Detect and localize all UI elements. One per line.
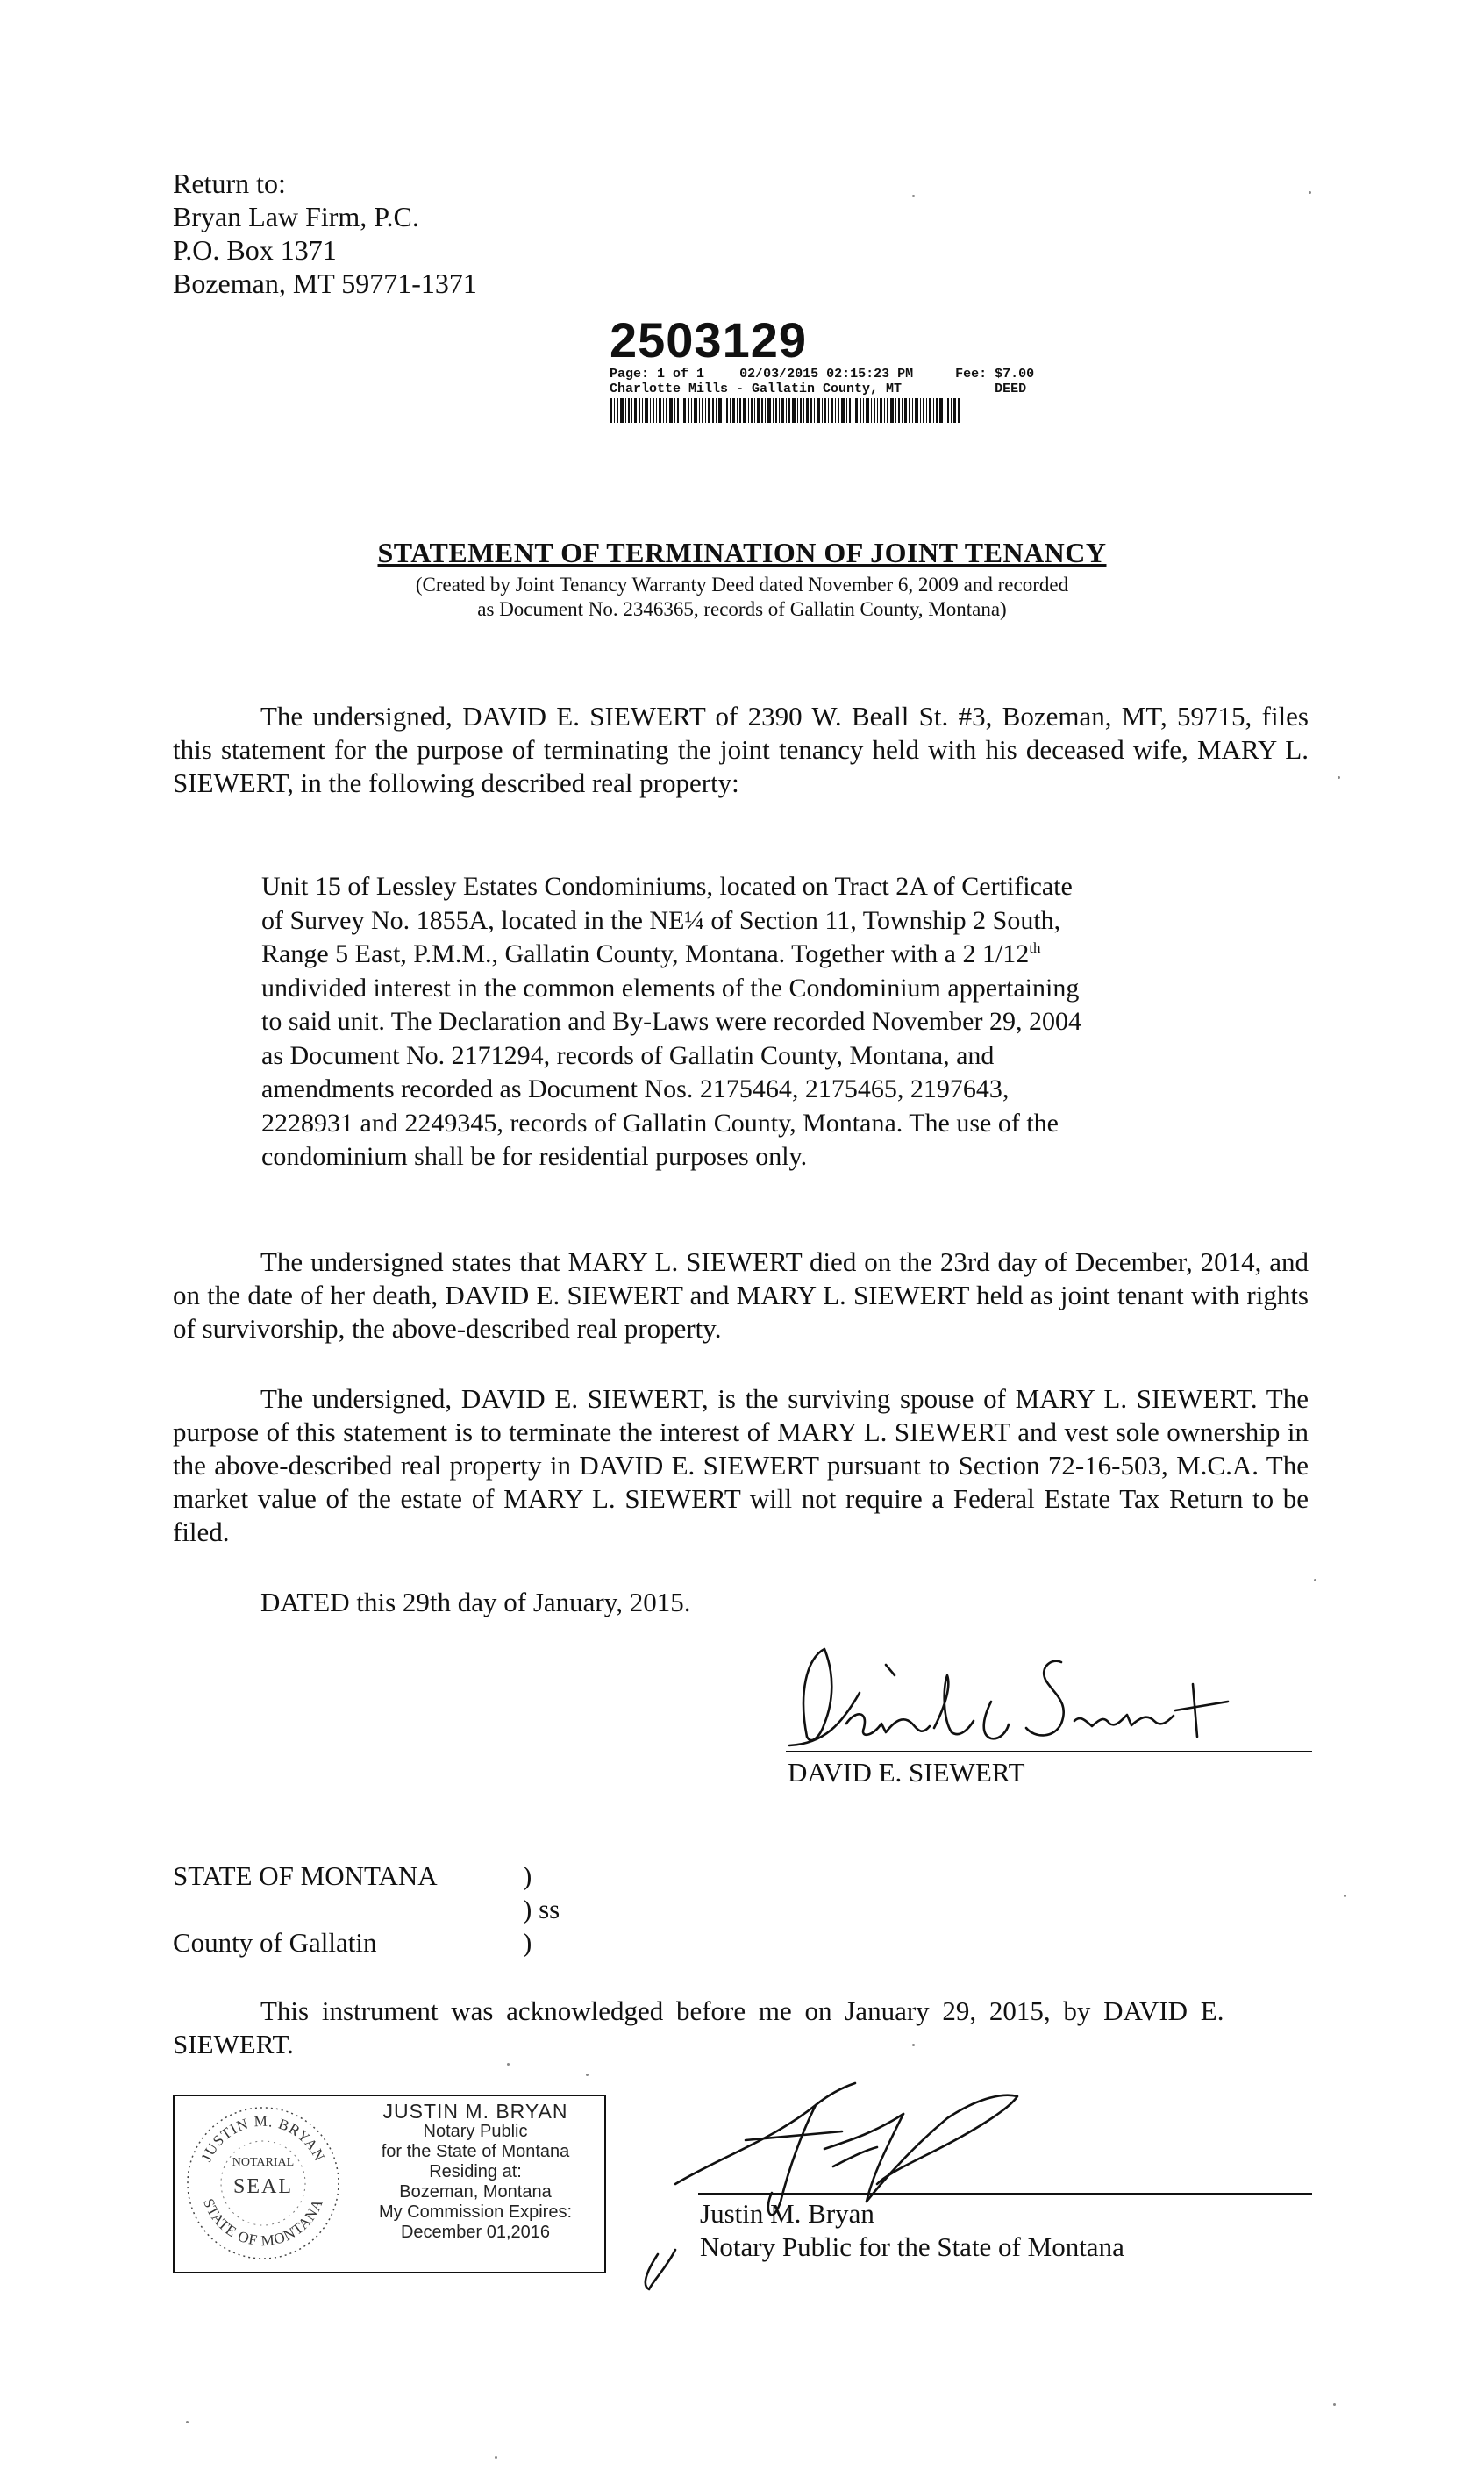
purpose-statement-text: The undersigned, DAVID E. SIEWERT, is the surviving spouse of MARY L. SIEWERT. The purpose of this statement is to terminate the interest of MARY L. SIEWERT and vest sole ownership in the above-described real property in DAVID E. SIEWERT pursuant to Section 72-16-503, M.C.A. The market value of the estate of MARY L. SIEWERT will not require a Federal Estate Tax Return to be filed.	[173, 1383, 1309, 1547]
notary-stamp-commission-label: My Commission Expires:	[378, 2202, 573, 2222]
intro-paragraph	[173, 700, 1309, 800]
death-statement-text: The undersigned states that MARY L. SIEWERT died on the 23rd day of December, 2014, and on the date of her death, DAVID E. SIEWERT and MARY L. SIEWERT held as joint tenant with rights of survivorship, the above-described real property.	[173, 1246, 1309, 1344]
return-to-po-box: P.O. Box 1371	[173, 234, 337, 266]
return-to-city: Bozeman, MT 59771-1371	[173, 268, 477, 299]
notary-signer-name: Justin M. Bryan	[700, 2198, 874, 2229]
venue-paren-open: )	[523, 1860, 532, 1891]
notary-stamp-commission-date: December 01,2016	[400, 2223, 551, 2242]
notary-stamp-state: for the State of Montana	[381, 2142, 570, 2161]
scan-speck	[186, 2421, 189, 2423]
recording-meta-line2	[610, 382, 1171, 396]
notary-stamp-name: JUSTIN M. BRYAN	[382, 2100, 568, 2123]
scan-speck	[912, 2044, 915, 2046]
notary-signer-title: Notary Public for the State of Montana	[700, 2231, 1124, 2262]
recording-barcode	[610, 398, 1079, 423]
return-to-block	[173, 167, 477, 300]
notarial-seal	[180, 2100, 346, 2266]
legal-line	[261, 938, 1226, 972]
seal-bottom-text: STATE OF MONTANA	[200, 2195, 327, 2250]
recording-document-number: 2503129	[610, 312, 808, 368]
document-title: STATEMENT OF TERMINATION OF JOINT TENANCY	[377, 537, 1107, 568]
notary-stamp-residing-label: Residing at:	[429, 2162, 522, 2181]
seal-center-text: SEAL	[233, 2175, 293, 2198]
recording-meta-line1	[610, 367, 1171, 382]
notary-stamp	[173, 2095, 606, 2273]
legal-line: Unit 15 of Lessley Estates Condominiums, located on Tract 2A of Certificate	[261, 872, 1073, 901]
notary-stamp-text	[350, 2102, 601, 2243]
legal-line: condominium shall be for residential purposes only.	[261, 1142, 808, 1171]
return-to-heading: Return to:	[173, 168, 286, 199]
scan-speck	[1338, 776, 1340, 779]
acknowledgment-line2: SIEWERT.	[173, 2029, 294, 2059]
scan-speck	[912, 195, 915, 197]
seal-middle-text: NOTARIAL	[232, 2156, 295, 2169]
recording-doc-type: DEED	[995, 382, 1027, 396]
scan-speck	[507, 2063, 510, 2066]
notary-stamp-residence: Bozeman, Montana	[399, 2182, 552, 2202]
scan-speck	[1333, 2403, 1336, 2406]
scan-speck	[1309, 191, 1311, 194]
owner-signature	[772, 1640, 1263, 1763]
owner-signature-line	[786, 1751, 1312, 1752]
notary-stamp-title: Notary Public	[423, 2122, 528, 2141]
legal-description	[261, 870, 1226, 1174]
notary-signature-line	[698, 2193, 1312, 2195]
venue-county: County of Gallatin	[173, 1927, 377, 1958]
death-statement-paragraph	[173, 1246, 1309, 1346]
recording-recorder: Charlotte Mills - Gallatin County, MT	[610, 382, 903, 396]
legal-line: to said unit. The Declaration and By-Laws were recorded November 29, 2004	[261, 1007, 1081, 1036]
venue-paren-close: )	[523, 1927, 532, 1958]
document-heading	[260, 537, 1224, 622]
recording-page-info: Page: 1 of 1	[610, 367, 705, 382]
intro-text: The undersigned, DAVID E. SIEWERT of 2390 W. Beall St. #3, Bozeman, MT, 59715, files this statement for the purpose of terminating the joint tenancy held with his deceased wife, MARY L. SIEWERT, in the following described real property:	[173, 701, 1309, 798]
return-to-firm: Bryan Law Firm, P.C.	[173, 201, 419, 232]
svg-text:STATE OF MONTANA	[200, 2196, 326, 2250]
owner-name: DAVID E. SIEWERT	[788, 1757, 1025, 1788]
legal-line: amendments recorded as Document Nos. 2175464, 2175465, 2197643,	[261, 1074, 1010, 1103]
legal-line-text: Range 5 East, P.M.M., Gallatin County, Montana. Together with a 2 1/12	[261, 939, 1030, 968]
scan-speck	[1314, 1579, 1316, 1581]
purpose-statement-paragraph	[173, 1382, 1309, 1549]
legal-line-superscript: th	[1029, 939, 1041, 956]
seal-top-text: JUSTIN M. BRYAN	[197, 2112, 329, 2165]
acknowledgment-line1: This instrument was acknowledged before me on January 29, 2015, by DAVID E.	[260, 1995, 1224, 2026]
recording-timestamp: 02/03/2015 02:15:23 PM	[739, 367, 914, 382]
scan-speck	[586, 2074, 589, 2076]
recording-fee: Fee: $7.00	[955, 367, 1035, 382]
recording-stamp	[610, 312, 1171, 423]
legal-line: undivided interest in the common elements of the Condominium appertaining	[261, 973, 1080, 1003]
document-subtitle-line2: as Document No. 2346365, records of Gallatin County, Montana)	[477, 598, 1007, 620]
dated-line: DATED this 29th day of January, 2015.	[260, 1587, 691, 1617]
legal-line: 2228931 and 2249345, records of Gallatin County, Montana. The use of the	[261, 1108, 1059, 1138]
legal-line: as Document No. 2171294, records of Gallatin County, Montana, and	[261, 1040, 995, 1070]
venue-state: STATE OF MONTANA	[173, 1860, 438, 1891]
scan-speck	[1344, 1895, 1346, 1897]
document-subtitle-line1: (Created by Joint Tenancy Warranty Deed dated November 6, 2009 and recorded	[415, 574, 1069, 596]
legal-line: of Survey No. 1855A, located in the NE¼ of Section 11, Township 2 South,	[261, 905, 1061, 935]
venue-ss: ) ss	[523, 1894, 560, 1924]
scan-speck	[495, 2456, 497, 2459]
